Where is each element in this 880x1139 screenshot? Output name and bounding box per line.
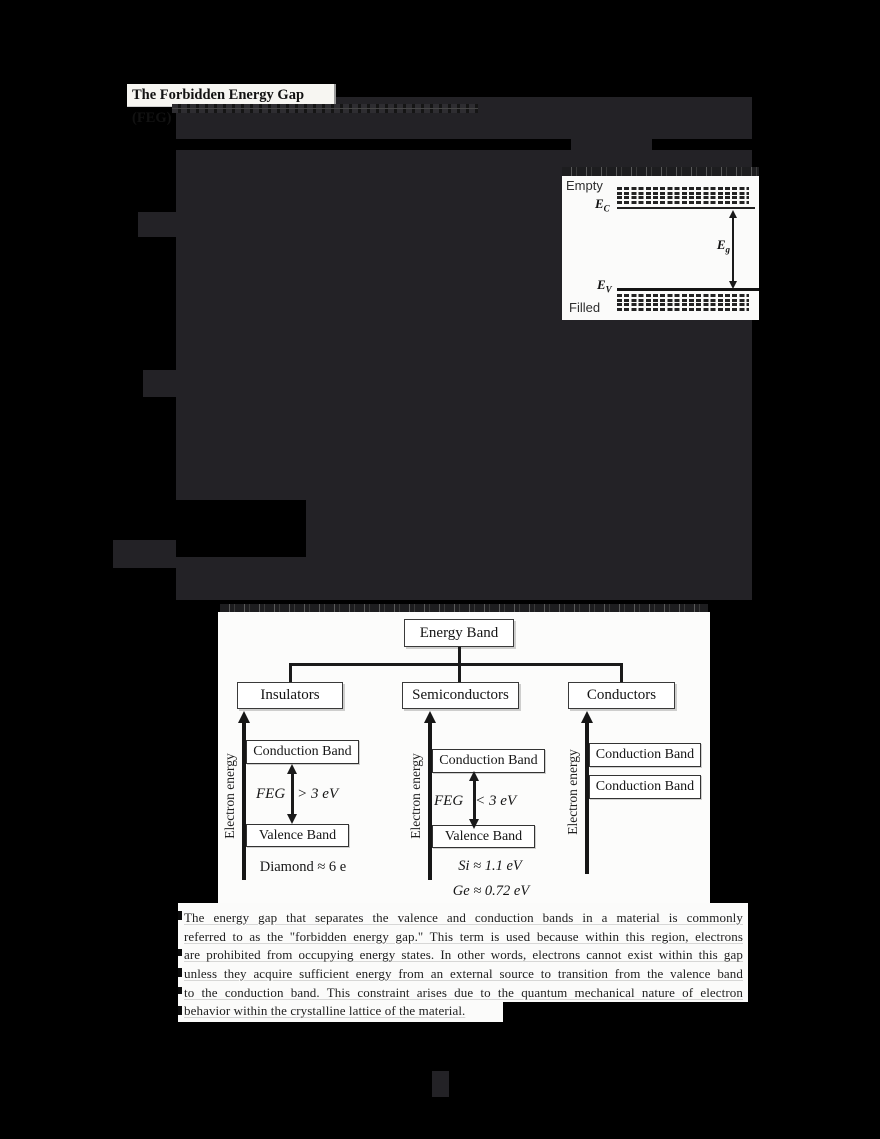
- conduction-band-label: Conduction Band: [595, 747, 695, 762]
- connector-line: [620, 663, 623, 683]
- insulators-box: [237, 682, 343, 709]
- conduction-band-edge-label: $E_C$: [595, 196, 610, 214]
- insulators-valence-band-box: [246, 824, 349, 847]
- insulators-label: Insulators: [260, 687, 320, 703]
- filled-band-label: Filled: [569, 300, 601, 315]
- insulators-conduction-band-box: [246, 740, 359, 764]
- paragraph-line: behavior within the crystalline lattice of the material.: [184, 1003, 466, 1019]
- insulators-gap-value: Diamond ≈ 6 e: [259, 859, 347, 875]
- paragraph-line: to the conduction band. This constraint arises due to the quantum mechanical nature of electron: [184, 984, 743, 1000]
- energy-gap-label: $E_g$: [716, 237, 730, 255]
- paragraph-line: unless they acquire sufficient energy from an external source to transition from the valence band: [184, 966, 743, 982]
- semiconductors-valence-band-box: [432, 825, 535, 848]
- valence-band-label: Valence Band: [258, 827, 337, 843]
- flowchart-root-box: [404, 619, 514, 647]
- arrowhead-up-icon: [469, 771, 479, 781]
- conduction-band-edge-line: [617, 207, 755, 209]
- arrowhead-up-icon: [287, 764, 297, 774]
- scan-artifact: [178, 987, 182, 994]
- conduction-band-label: Conduction Band: [253, 744, 352, 759]
- arrowhead-down-icon: [469, 819, 479, 829]
- scan-artifact: [178, 911, 182, 920]
- band-diagram: [562, 167, 759, 320]
- filled-states-dashes: [617, 294, 749, 313]
- germanium-gap-value: Ge ≈ 0.72 eV: [452, 883, 530, 899]
- scan-artifact: [178, 949, 182, 956]
- valence-band-edge-label: $E_V$: [597, 277, 612, 295]
- page-title: The Forbidden Energy Gap (FEG): [127, 84, 336, 107]
- conductors-axis-label: Electron energy: [565, 749, 580, 835]
- semiconductors-conduction-band-box: [432, 749, 545, 773]
- conductors-conduction-band-box-2: [589, 775, 701, 799]
- axis-arrowhead-icon: [581, 711, 593, 723]
- silicon-gap-value: Si ≈ 1.1 eV: [458, 858, 522, 874]
- paragraph-line: The energy gap that separates the valence and conduction bands in a material is commonly: [184, 910, 743, 925]
- arrowhead-up-icon: [729, 210, 737, 218]
- redacted-text-strip: [172, 104, 478, 113]
- black-patch: [176, 500, 306, 557]
- valence-band-label: Valence Band: [444, 828, 523, 844]
- flowchart-root-label: Energy Band: [419, 624, 499, 641]
- axis-arrowhead-icon: [424, 711, 436, 723]
- empty-band-label: Empty: [566, 178, 603, 193]
- conduction-band-label: Conduction Band: [595, 779, 695, 794]
- paragraph-line: are prohibited from occupying energy states. In other words, electrons cannot exist within this gap: [184, 947, 743, 963]
- redacted-text-strip: [562, 167, 759, 176]
- redacted-tab: [113, 540, 176, 568]
- black-patch: [652, 139, 752, 150]
- scan-artifact: [178, 1006, 182, 1015]
- redacted-inline-block: [503, 1002, 748, 1023]
- redacted-tab: [138, 212, 176, 237]
- scan-artifact: [178, 968, 182, 977]
- insulators-energy-axis: [242, 722, 246, 880]
- valence-band-edge-line: [617, 288, 759, 291]
- redacted-tab: [143, 370, 176, 397]
- black-patch: [176, 139, 571, 150]
- conductors-box: [568, 682, 675, 709]
- conductors-label: Conductors: [586, 687, 657, 703]
- insulators-axis-label: Electron energy: [222, 753, 237, 839]
- semiconductors-box: [402, 682, 519, 709]
- insulators-gap-label: FEG > 3 eV: [256, 786, 339, 802]
- paragraph-line: referred to as the "forbidden energy gap." This term is used because within this region, electrons: [184, 928, 743, 944]
- redacted-page-number: [432, 1071, 449, 1097]
- semiconductors-axis-label: Electron energy: [408, 753, 423, 839]
- semiconductors-gap-label: FEG < 3 eV: [434, 793, 517, 809]
- connector-line: [289, 663, 623, 666]
- conductors-energy-axis: [585, 722, 589, 874]
- connector-line: [458, 663, 461, 683]
- definition-paragraph: [178, 903, 748, 1022]
- energy-band-flowchart: [218, 612, 710, 905]
- axis-arrowhead-icon: [238, 711, 250, 723]
- semiconductors-label: Semiconductors: [412, 687, 509, 703]
- connector-line: [289, 663, 292, 683]
- empty-states-dashes: [617, 187, 749, 206]
- arrowhead-down-icon: [287, 814, 297, 824]
- energy-gap-arrow: [732, 216, 734, 282]
- connector-line: [458, 647, 461, 664]
- conduction-band-label: Conduction Band: [439, 753, 538, 768]
- semiconductors-energy-axis: [428, 722, 432, 880]
- conductors-conduction-band-box-1: [589, 743, 701, 767]
